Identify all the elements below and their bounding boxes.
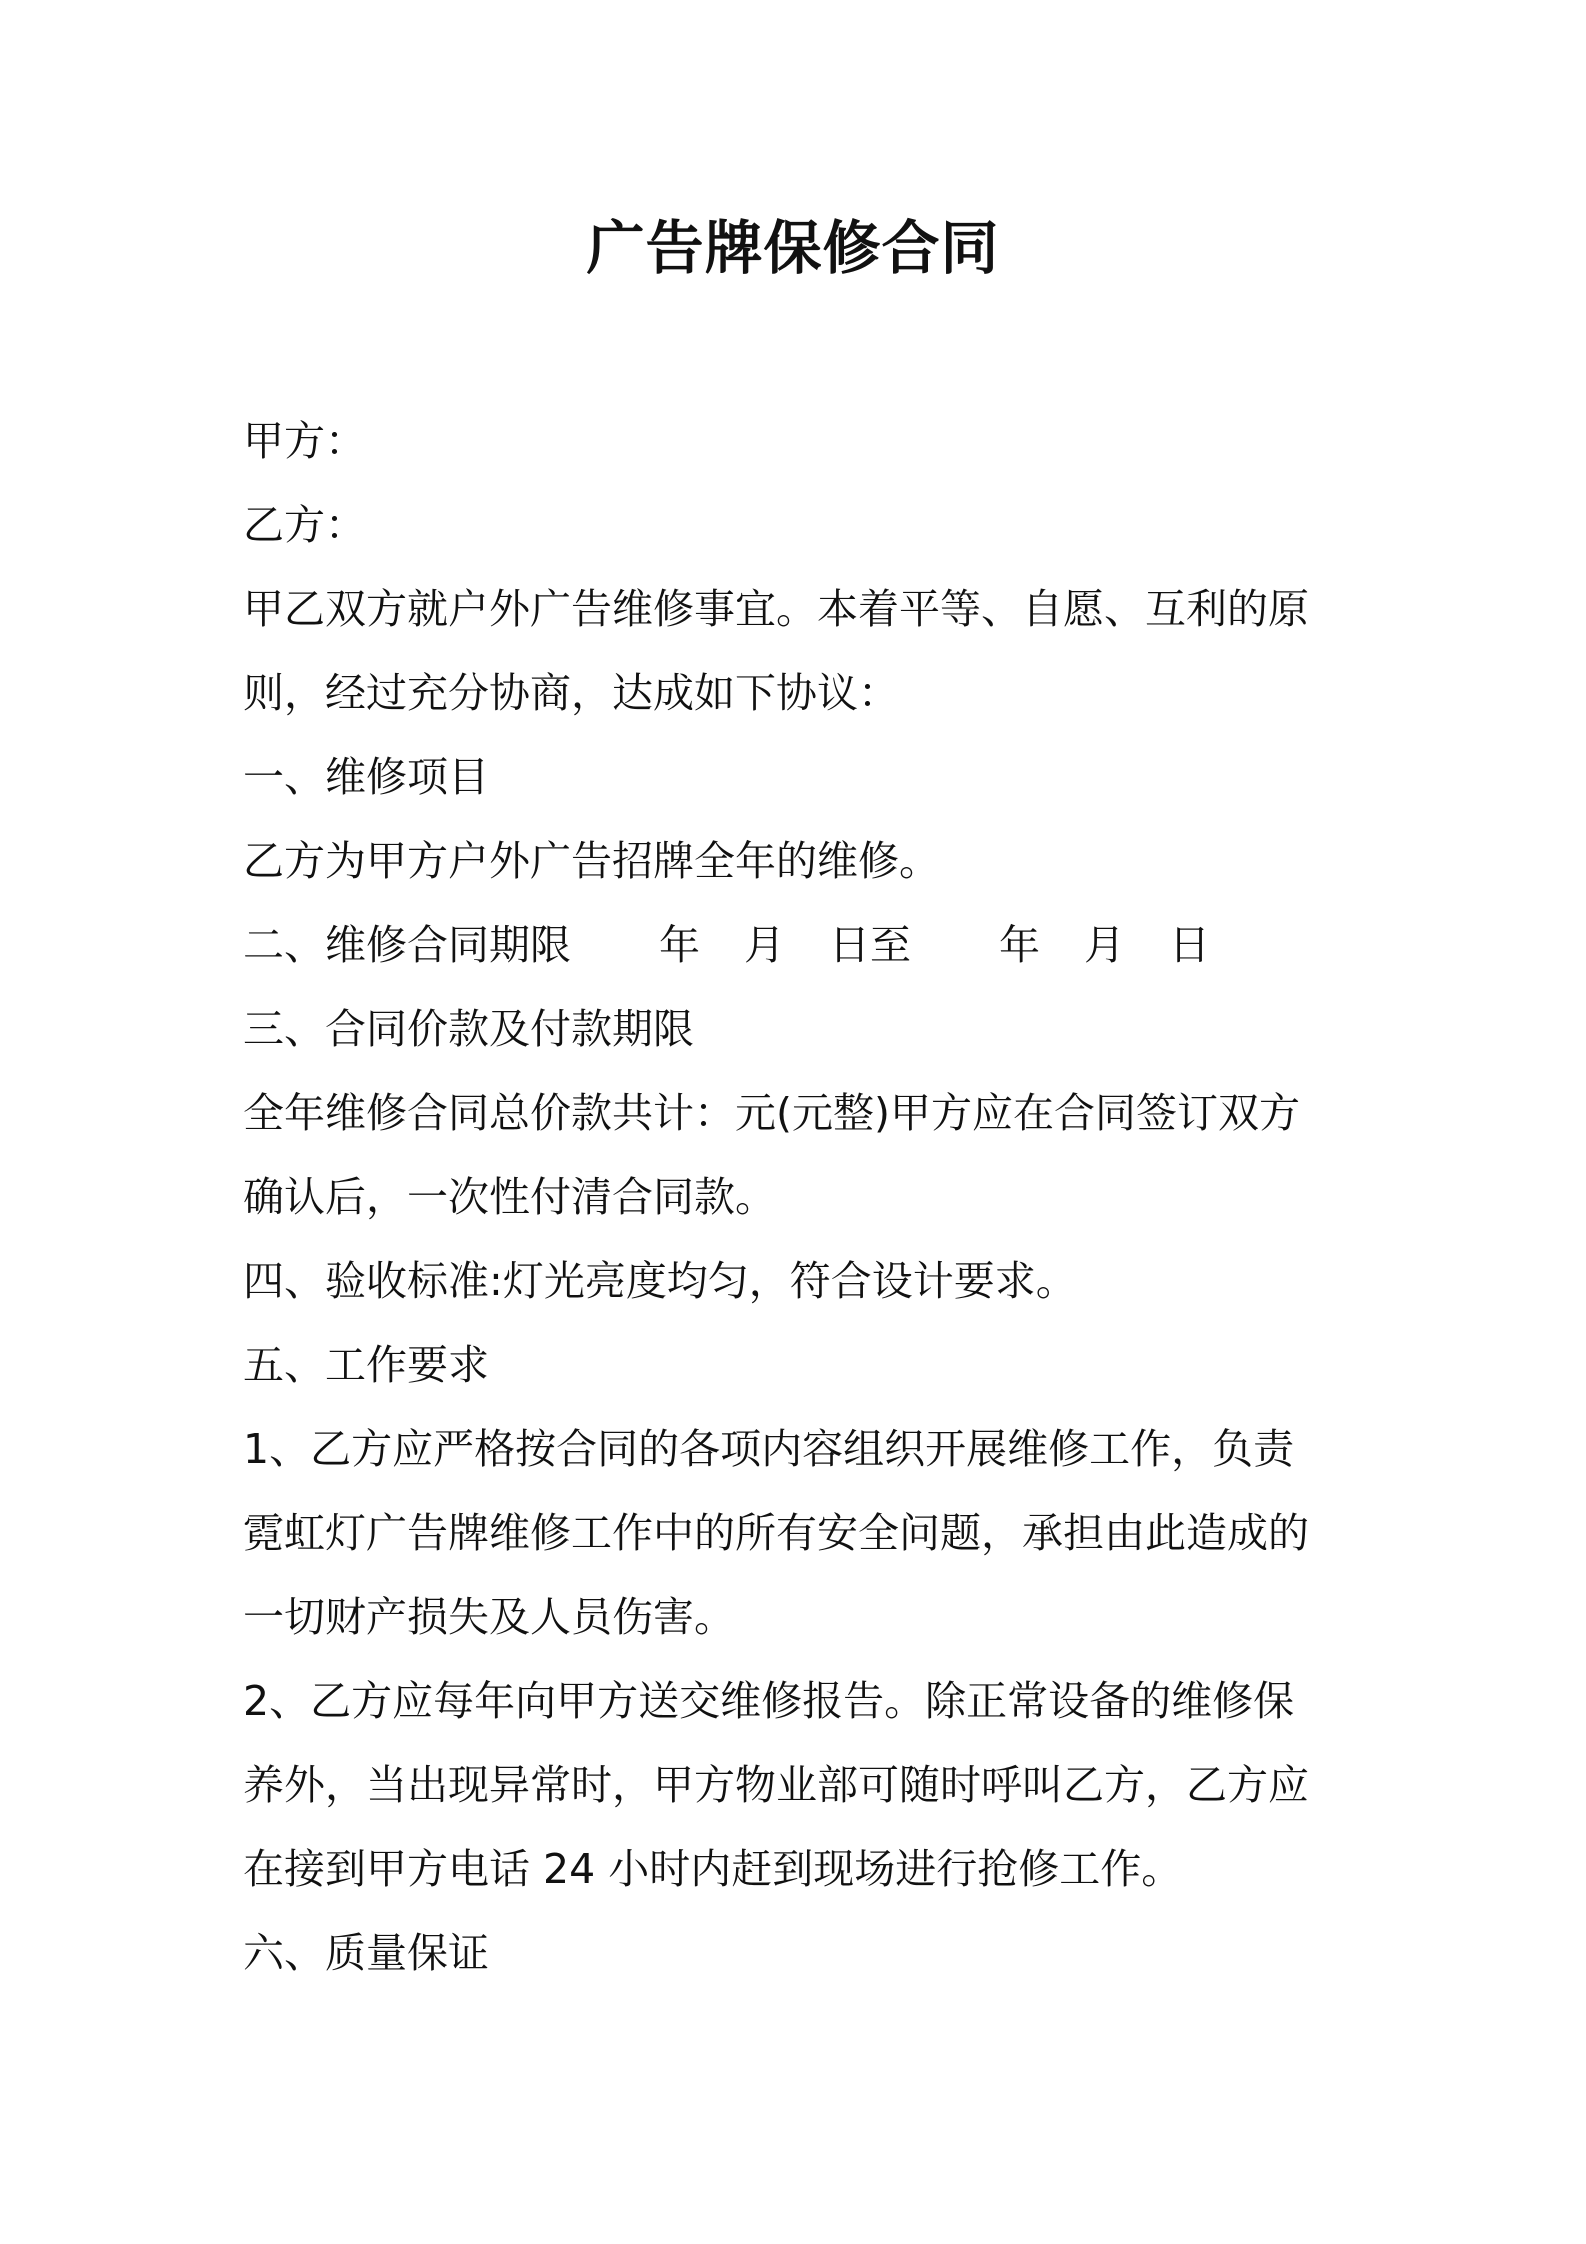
section-3-line-2: 确认后，一次性付清合同款。 [243,1173,776,1221]
section-5-heading: 五、工作要求 [243,1341,489,1389]
document-title: 广告牌保修合同 [586,214,1000,282]
item-2-line-1: 2、乙方应每年向甲方送交维修报告。除正常设备的维修保 [243,1677,1295,1725]
term-start-day-to: 日至 [829,921,911,969]
section-1-text: 乙方为甲方户外广告招牌全年的维修。 [243,837,940,885]
term-end-year: 年 [999,921,1040,969]
section-6-heading: 六、质量保证 [243,1929,489,1977]
document-body [243,399,1363,1997]
section-2-term-line [243,903,1363,987]
item-2-line-2: 养外，当出现异常时，甲方物业部可随时呼叫乙方，乙方应 [243,1761,1309,1809]
item-1-line-2: 霓虹灯广告牌维修工作中的所有安全问题，承担由此造成的 [243,1509,1309,1557]
item-1-line-1: 1、乙方应严格按合同的各项内容组织开展维修工作，负责 [243,1425,1295,1473]
section-4-line: 四、验收标准:灯光亮度均匀，符合设计要求。 [243,1257,1077,1305]
section-1-heading: 一、维修项目 [243,753,489,801]
party-b-line: 乙方： [243,501,366,549]
term-start-month: 月 [744,921,785,969]
section-3-line-1: 全年维修合同总价款共计：元(元整)甲方应在合同签订双方 [243,1089,1300,1137]
item-1-line-3: 一切财产损失及人员伤害。 [243,1593,735,1641]
item-2-line-3: 在接到甲方电话 24 小时内赶到现场进行抢修工作。 [243,1845,1183,1893]
term-end-day: 日 [1169,921,1210,969]
term-end-month: 月 [1084,921,1125,969]
intro-line-1: 甲乙双方就户外广告维修事宜。本着平等、自愿、互利的原 [243,585,1309,633]
section-3-heading: 三、合同价款及付款期限 [243,1005,694,1053]
section-2-label: 二、维修合同期限 [243,921,571,969]
intro-line-2: 则，经过充分协商，达成如下协议： [243,669,899,717]
term-start-year: 年 [659,921,700,969]
party-a-line: 甲方： [243,417,366,465]
